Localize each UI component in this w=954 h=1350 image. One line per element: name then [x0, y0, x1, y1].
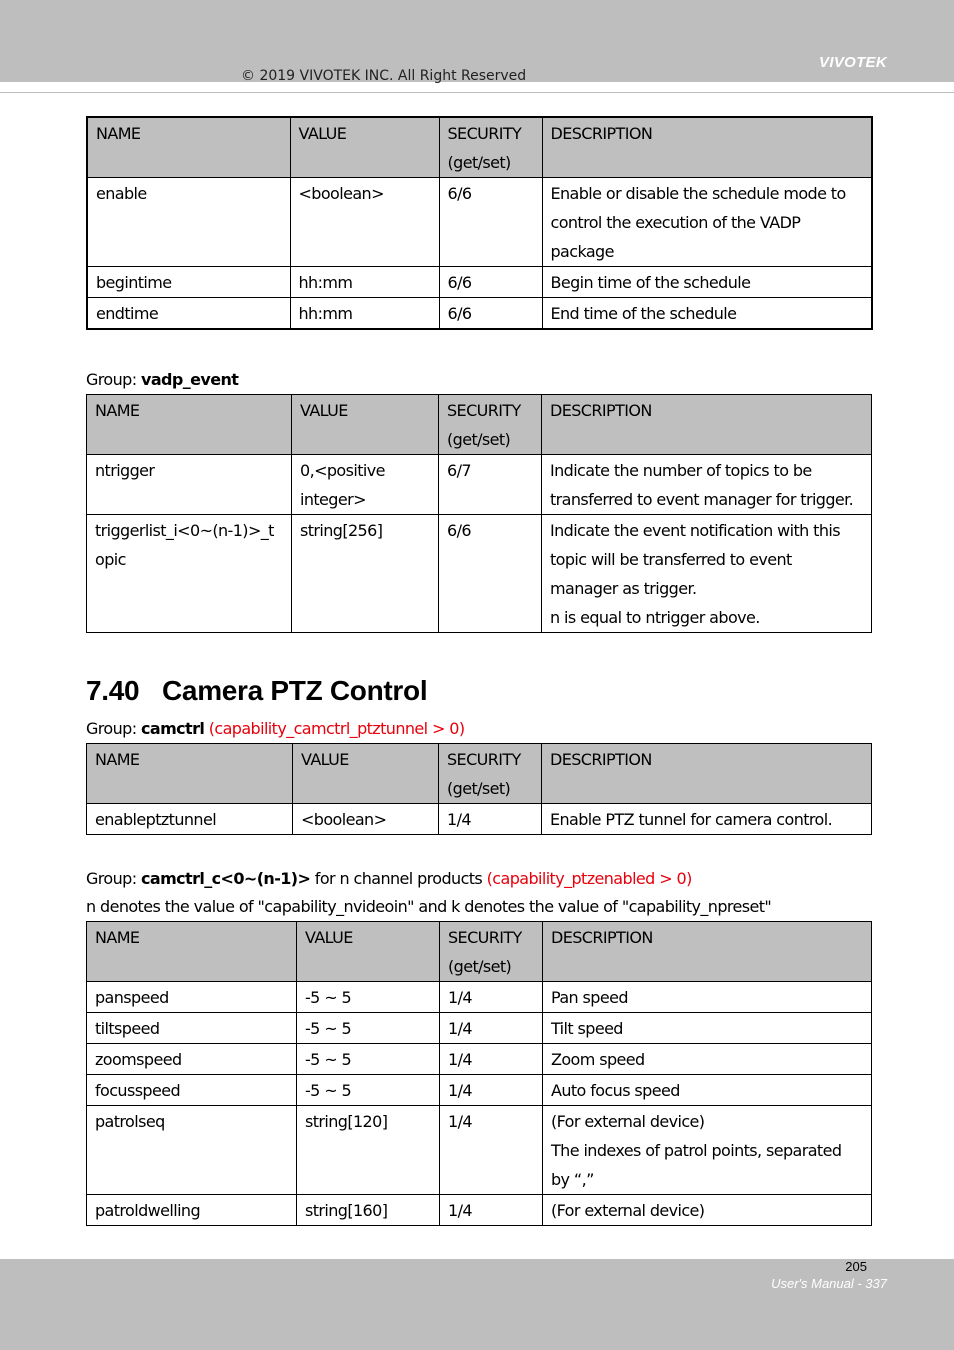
- table-row: [87, 298, 872, 330]
- group-prefix: Group:: [86, 370, 141, 389]
- param-name: tiltspeed: [87, 1013, 297, 1044]
- camctrl-c-param-table: [86, 921, 872, 1226]
- param-security: 6/6: [439, 178, 542, 267]
- param-value: <boolean>: [293, 804, 439, 835]
- group-note: n denotes the value of "capability_nvideoin" and k denotes the value of "capability_npreset": [86, 897, 772, 916]
- manual-page-label: User's Manual - 337: [771, 1276, 887, 1291]
- page-number: 205: [845, 1259, 867, 1274]
- schedule-param-table: [86, 116, 873, 330]
- param-description: End time of the schedule: [542, 298, 872, 330]
- param-description: [542, 515, 872, 633]
- table-row: [87, 1013, 872, 1044]
- section-number: 7.40: [86, 675, 140, 706]
- param-name: ntrigger: [87, 455, 292, 515]
- table-row: [87, 1044, 872, 1075]
- param-value: string[160]: [297, 1195, 440, 1226]
- section-title: Camera PTZ Control: [162, 675, 428, 706]
- desc-line: The indexes of patrol points, separated by “,”: [551, 1141, 842, 1189]
- param-description: [543, 1106, 872, 1195]
- param-value: hh:mm: [290, 267, 439, 298]
- param-name: endtime: [87, 298, 290, 330]
- param-name: enable: [87, 178, 290, 267]
- vadp-event-param-table: [86, 394, 872, 633]
- param-name: focusspeed: [87, 1075, 297, 1106]
- group-middle-text: for n channel products: [310, 869, 487, 888]
- col-security-header: SECURITY (get/set): [440, 922, 543, 982]
- param-security: 1/4: [439, 804, 542, 835]
- param-name: patrolseq: [87, 1106, 297, 1195]
- group-name: camctrl: [141, 719, 205, 738]
- param-value: -5 ~ 5: [297, 1075, 440, 1106]
- col-name-header: NAME: [87, 395, 292, 455]
- group-name: vadp_event: [141, 370, 239, 389]
- param-description: Zoom speed: [543, 1044, 872, 1075]
- group-vadp-event-heading: [86, 366, 871, 394]
- col-name-header: NAME: [87, 117, 290, 178]
- table-row: [87, 804, 872, 835]
- param-security: 6/6: [439, 267, 542, 298]
- group-camctrl-c-heading: [86, 865, 871, 893]
- param-name: zoomspeed: [87, 1044, 297, 1075]
- param-value: 0,<positive integer>: [292, 455, 439, 515]
- group-name: camctrl_c<0~(n-1)>: [141, 869, 311, 888]
- desc-line: n is equal to ntrigger above.: [550, 608, 760, 627]
- param-description: Tilt speed: [543, 1013, 872, 1044]
- param-description: (For external device): [543, 1195, 872, 1226]
- group-prefix: Group:: [86, 719, 141, 738]
- col-security-header: SECURITY (get/set): [439, 117, 542, 178]
- desc-line: (For external device): [551, 1112, 705, 1131]
- param-name: begintime: [87, 267, 290, 298]
- param-name: enableptztunnel: [87, 804, 293, 835]
- camctrl-param-table: [86, 743, 872, 835]
- table-row: [87, 515, 872, 633]
- group-condition: (capability_camctrl_ptztunnel > 0): [204, 719, 465, 738]
- page-content: [86, 116, 871, 1226]
- table-header-row: [87, 744, 872, 804]
- table-row: [87, 1075, 872, 1106]
- section-heading: [86, 673, 871, 709]
- col-description-header: DESCRIPTION: [542, 117, 872, 178]
- group-prefix: Group:: [86, 869, 141, 888]
- param-security: 1/4: [440, 1013, 543, 1044]
- col-value-header: VALUE: [293, 744, 439, 804]
- col-security-header: SECURITY (get/set): [439, 395, 542, 455]
- param-security: 1/4: [440, 1195, 543, 1226]
- desc-line: Indicate the event notification with this topic will be transferred to event manager as trigger.: [550, 521, 840, 598]
- param-security: 1/4: [440, 982, 543, 1013]
- param-name: panspeed: [87, 982, 297, 1013]
- param-value: <boolean>: [290, 178, 439, 267]
- table-row: [87, 1195, 872, 1226]
- param-description: Indicate the number of topics to be transferred to event manager for trigger.: [542, 455, 872, 515]
- table-row: [87, 982, 872, 1013]
- param-security: 1/4: [440, 1044, 543, 1075]
- param-name: patroldwelling: [87, 1195, 297, 1226]
- footer-band: [0, 1259, 954, 1350]
- col-value-header: VALUE: [292, 395, 439, 455]
- param-value: hh:mm: [290, 298, 439, 330]
- param-description: Pan speed: [543, 982, 872, 1013]
- col-value-header: VALUE: [297, 922, 440, 982]
- col-description-header: DESCRIPTION: [542, 395, 872, 455]
- param-value: -5 ~ 5: [297, 982, 440, 1013]
- table-header-row: [87, 117, 872, 178]
- table-row: [87, 267, 872, 298]
- table-row: [87, 1106, 872, 1195]
- col-name-header: NAME: [87, 922, 297, 982]
- table-row: [87, 455, 872, 515]
- col-description-header: DESCRIPTION: [543, 922, 872, 982]
- col-security-header: SECURITY (get/set): [439, 744, 542, 804]
- param-description: Begin time of the schedule: [542, 267, 872, 298]
- param-value: -5 ~ 5: [297, 1044, 440, 1075]
- param-security: 6/6: [439, 298, 542, 330]
- col-description-header: DESCRIPTION: [542, 744, 872, 804]
- table-header-row: [87, 922, 872, 982]
- param-description: Auto focus speed: [543, 1075, 872, 1106]
- param-description: Enable or disable the schedule mode to control the execution of the VADP package: [542, 178, 872, 267]
- table-row: [87, 178, 872, 267]
- param-security: 6/6: [439, 515, 542, 633]
- param-name: triggerlist_i<0~(n-1)>_topic: [87, 515, 292, 633]
- table-header-row: [87, 395, 872, 455]
- param-value: -5 ~ 5: [297, 1013, 440, 1044]
- brand-logo-text: VIVOTEK: [819, 54, 887, 71]
- col-name-header: NAME: [87, 744, 293, 804]
- col-value-header: VALUE: [290, 117, 439, 178]
- param-value: string[256]: [292, 515, 439, 633]
- param-value: string[120]: [297, 1106, 440, 1195]
- param-security: 6/7: [439, 455, 542, 515]
- copyright-notice: © 2019 VIVOTEK INC. All Right Reserved: [241, 68, 527, 84]
- param-security: 1/4: [440, 1075, 543, 1106]
- param-description: Enable PTZ tunnel for camera control.: [542, 804, 872, 835]
- param-security: 1/4: [440, 1106, 543, 1195]
- header-divider: [0, 92, 954, 93]
- group-camctrl-heading: [86, 715, 871, 743]
- group-condition: (capability_ptzenabled > 0): [486, 869, 692, 888]
